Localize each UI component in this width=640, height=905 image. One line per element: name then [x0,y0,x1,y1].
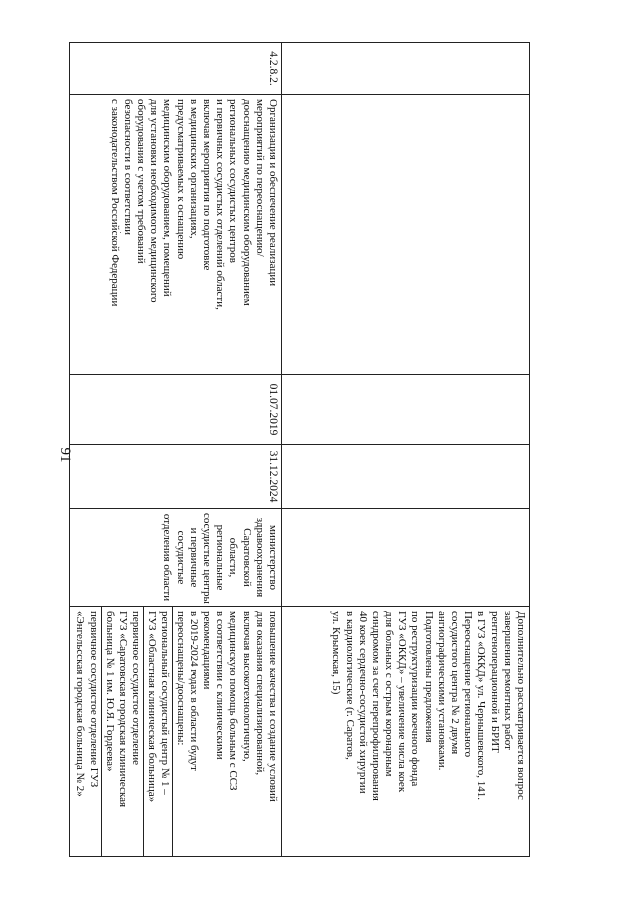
result-line: рентгеноперационной и БРИТ [488,611,501,753]
measures-table [69,42,530,857]
result-line: в кардиологические (г. Саратов, [343,611,356,760]
document-table-wrapper [74,42,530,856]
table-row-4-2-8-2 [70,43,282,857]
result-sub-item-line: первичное сосудистое отделение ГУЗ [87,611,100,788]
result-line: синдромом за счет перепрофилирования [369,611,382,801]
start-date: 01.07.2019 [70,375,282,445]
table-row-continuation [282,43,530,857]
result-sub-item-line: первичное сосудистое отделение [130,611,143,766]
measure-name-line: оборудования с учетом требований [135,99,148,264]
result-text [284,611,527,852]
responsible-text [72,513,279,602]
responsible-line: и первичные [187,527,200,588]
result-line: сосудистого центра № 2 двумя [449,611,462,755]
expected-result-line: переоснащены/дооснащены: [174,611,187,746]
result-line: завершения ремонтных работ [501,611,514,750]
responsible-cell-empty [282,509,530,607]
expected-result-line: рекомендациями [201,611,214,690]
responsible-line: здравоохранения [253,517,266,598]
responsible-line: сосудистые центры [201,513,214,604]
start-date-cell-empty [282,375,530,445]
result-line: ангиографическими установками. [435,611,448,771]
measure-name-line: для установки необходимого медицинского [148,99,161,303]
row-number: 4.2.8.2. [70,43,282,95]
measure-name-cell [70,95,282,375]
expected-result-line: включая высокотехнологичную, [240,611,253,762]
measure-name-line: с законодательством Российской Федерации [108,99,121,307]
page-number: 91 [57,447,73,463]
result-sub-item-line: ГУЗ «Областная клиническая больница» [146,611,159,803]
measure-name-line: безопасности в соответствии [121,99,134,235]
result-line: Дополнительно рассматривается вопрос [515,611,527,800]
responsible-cell [70,509,282,607]
expected-result-line: в 2019-2024 годах в области будут [187,611,200,771]
result-line: 40 коек сердечно-сосудистой хирургии [356,611,369,794]
result-sub-item-line: больница № 1 им. Ю.Я. Гордеева» [103,611,116,772]
measure-name-line: региональных сосудистых центров [227,99,240,263]
responsible-line: сосудистые [174,530,187,585]
expected-result-line: для оказания специализированной, [253,611,266,776]
name-cell-empty [282,95,530,375]
result-line: Переоснащение регионального [462,611,475,758]
responsible-line: министерство [267,524,279,590]
expected-result-cell [70,607,282,857]
measure-name-text [72,99,279,370]
result-sub-items [72,611,173,852]
result-sub-item [102,607,145,856]
result-line: по реструктуризации коечного фонда [409,611,422,787]
measure-name-line: мероприятий по переоснащению/ [253,99,266,257]
measure-name-line: дооснащению медицинским оборудованием [240,99,253,306]
result-sub-item-line: региональный сосудистый центр № 1 – [159,611,172,795]
result-line: для больных с острым коронарным [383,611,396,777]
result-line: ул. Крымская, 15) [330,611,343,695]
end-date-cell-empty [282,445,530,509]
measure-name-line: в медицинских организациях, [187,99,200,239]
result-cell [282,607,530,857]
result-line: ГУЗ «ОККД» – увеличение числа коек [396,611,409,793]
result-line: Подготовлены предложения [422,611,435,743]
measure-name-line: медицинским оборудованием, помещений [161,99,174,297]
result-sub-item-line: ГУЗ «Саратовская городская клиническая [116,611,129,808]
measure-name-line: включая мероприятия по подготовке [201,99,214,271]
result-sub-item [144,607,173,856]
expected-result [72,611,279,852]
measure-name-line: Организация и обеспечение реализации [267,99,279,287]
end-date: 31.12.2024 [70,445,282,509]
measure-name-line: предусматриваемых к оснащению [174,99,187,260]
expected-result-line: медицинскую помощь больным с ССЗ [227,611,240,791]
expected-result-text [174,611,280,852]
number-cell-empty [282,43,530,95]
result-line: в ГУЗ «ОККД» ул. Чернышевского, 141. [475,611,488,801]
measure-name-line: и первичных сосудистых отделений области, [214,99,227,310]
responsible-line: Саратовской [240,528,253,587]
result-sub-item-line: «Энгельсская городская больница № 2» [74,611,87,797]
responsible-line: области, [227,537,240,578]
expected-result-line: в соответствии с клиническими [214,611,227,760]
responsible-line: отделения области [161,513,174,602]
responsible-line: региональные [214,524,227,591]
expected-result-line: повышение качества и создание условий [267,611,279,802]
result-sub-item [72,607,101,856]
